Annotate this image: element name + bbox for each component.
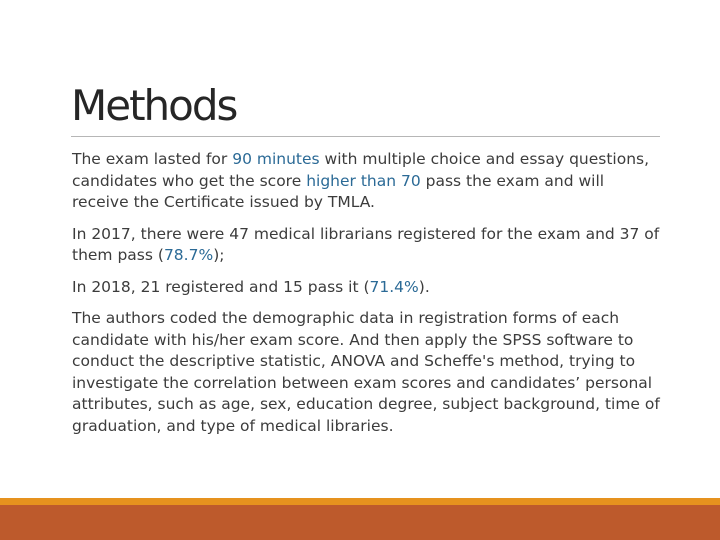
paragraph-2017-results: [72, 224, 662, 267]
paragraph-text: with multiple choice and essay questions, candidates who get the score: [72, 150, 650, 190]
highlighted-text: 78.7%: [163, 246, 214, 264]
accent-bar-top: [0, 498, 720, 505]
highlighted-text: 71.4%: [369, 277, 419, 296]
paragraph-text: pass the exam and will receive the Certificate issued by TMLA.: [72, 171, 605, 211]
slide-title: Methods: [71, 81, 237, 130]
accent-bar-bottom: [0, 505, 720, 540]
title-divider: [71, 136, 660, 137]
highlighted-text: 90 minutes: [232, 150, 320, 168]
paragraph-text: The exam lasted for: [72, 150, 233, 168]
paragraph-text: In 2018, 21 registered and 15 pass it (: [72, 277, 370, 296]
paragraph-text: In 2017, there were 47 medical librarians registered for the exam and 37 of them pass (: [72, 224, 660, 264]
paragraph-text: ).: [418, 277, 430, 296]
paragraph-2018-results: [72, 277, 662, 299]
highlighted-text: higher than 70: [306, 171, 421, 190]
paragraph-analysis-methods: [72, 308, 662, 437]
slide-body: [72, 149, 662, 447]
paragraph-exam-details: [72, 149, 662, 214]
paragraph-text: );: [213, 246, 225, 264]
paragraph-text: The authors coded the demographic data in registration forms of each candidate with his/her exam score. And then apply the SPSS software to conduct the descriptive statistic, ANOVA and Scheffe's method, trying to investigate the correlation between exam scores and candidates’ personal attributes, such as age, sex, education degree, subject background, time of graduation, and type of medical libraries.: [72, 309, 660, 435]
